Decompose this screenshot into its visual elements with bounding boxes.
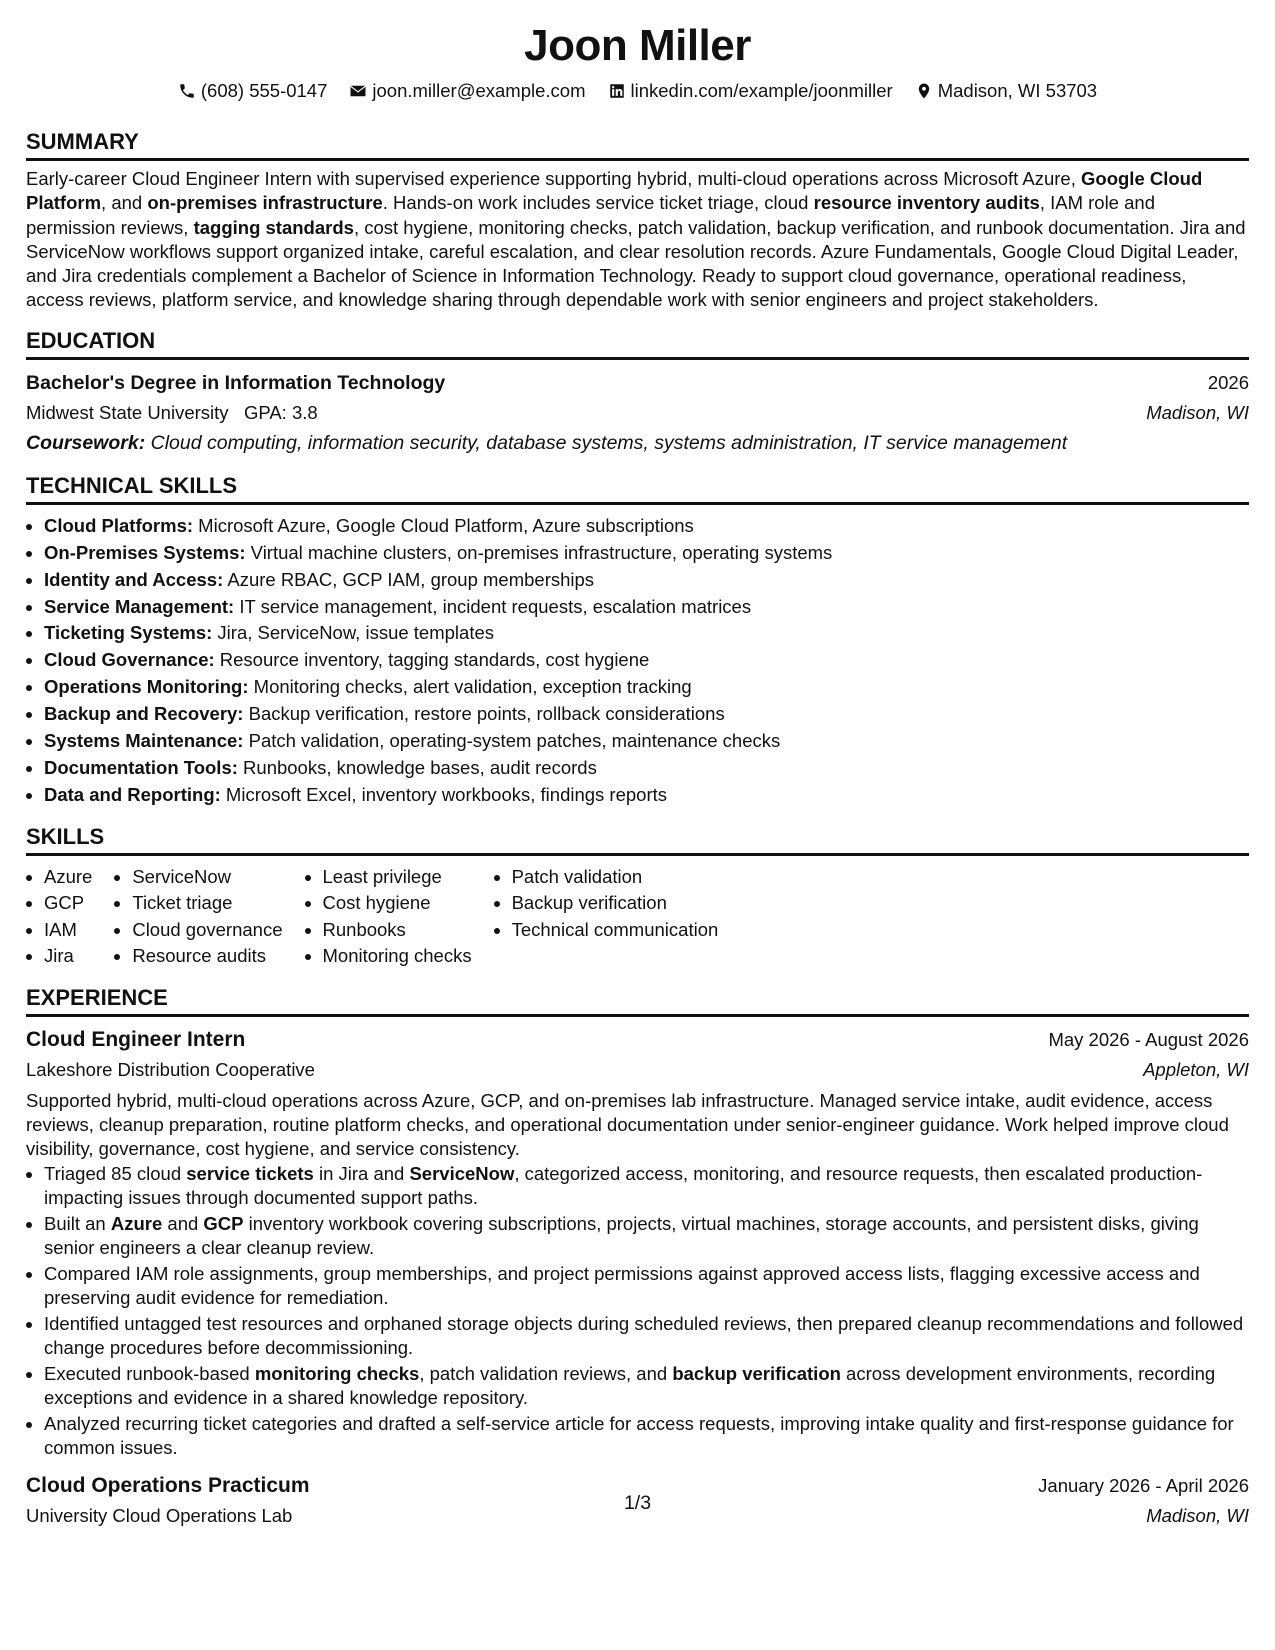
emphasis-text: service tickets — [186, 1162, 314, 1184]
linkedin-icon — [608, 82, 626, 100]
text-run: , categorized access, monitoring, and resource requests, then escalated production-impacting issues through documented support paths. — [44, 1162, 1203, 1208]
job-bullet — [44, 1312, 1249, 1361]
coursework-label: Coursework: — [26, 431, 146, 454]
skill-item: • Least privilege — [323, 864, 472, 891]
technical-skill-item — [44, 647, 1249, 674]
coursework — [26, 428, 1249, 458]
skill-category: Backup and Recovery: — [44, 703, 244, 725]
text-run: , patch validation reviews, and — [419, 1363, 673, 1385]
resume-page — [26, 18, 1249, 1531]
technical-skill-item — [44, 782, 1249, 809]
skills-column — [494, 864, 719, 970]
education-entry — [26, 368, 1249, 458]
envelope-icon — [349, 82, 367, 100]
skill-item: • Resource audits — [132, 943, 282, 970]
technical-skill-item — [44, 567, 1249, 594]
contact-email[interactable] — [349, 78, 585, 104]
skills-grid — [26, 864, 1249, 970]
job-bullet — [44, 1412, 1249, 1461]
skill-values: IT service management, incident requests, escalation matrices — [234, 595, 752, 617]
emphasis-text: tagging standards — [193, 216, 354, 238]
text-run: , IAM role and permission reviews, — [26, 192, 1155, 238]
job-bullet — [44, 1212, 1249, 1261]
contact-bar — [26, 78, 1249, 104]
contact-location — [915, 78, 1097, 104]
job-location: Madison, WI — [1146, 1504, 1249, 1526]
skill-item: • Backup verification — [512, 890, 719, 917]
skill-item: • GCP — [44, 890, 92, 917]
skill-category: On-Premises Systems: — [44, 541, 246, 563]
technical-skills-heading: TECHNICAL SKILLS — [26, 472, 1249, 505]
location-text: Madison, WI 53703 — [937, 80, 1098, 101]
emphasis-text: monitoring checks — [254, 1363, 420, 1385]
technical-skill-item — [44, 513, 1249, 540]
job-location: Appleton, WI — [1143, 1058, 1249, 1080]
text-run: , and — [101, 192, 148, 214]
skill-item: • Jira — [44, 943, 92, 970]
skill-category: Ticketing Systems: — [44, 622, 213, 644]
text-run: Executed runbook-based — [44, 1363, 255, 1385]
phone-icon — [178, 82, 196, 100]
emphasis-text: backup verification — [672, 1363, 841, 1385]
company-name: University Cloud Operations Lab — [26, 1504, 293, 1526]
emphasis-text: Azure — [110, 1212, 163, 1234]
summary-heading: SUMMARY — [26, 128, 1249, 161]
emphasis-text: ServiceNow — [409, 1162, 515, 1184]
technical-skill-item — [44, 755, 1249, 782]
degree: Bachelor's Degree in Information Technology — [26, 371, 446, 394]
skills-column — [26, 864, 92, 970]
skill-values: Monitoring checks, alert validation, exception tracking — [248, 676, 692, 698]
text-run: . Hands-on work includes service ticket triage, cloud — [382, 192, 814, 214]
skill-values: Runbooks, knowledge bases, audit records — [237, 756, 597, 778]
text-run: across development environments, recording exceptions and evidence in a shared knowledge repository. — [44, 1363, 1216, 1409]
text-run: in Jira and — [313, 1162, 410, 1184]
school-location: Madison, WI — [1146, 401, 1249, 423]
gpa: GPA: 3.8 — [243, 401, 318, 423]
email-text[interactable]: joon.miller@example.com — [372, 80, 586, 101]
candidate-name: Joon Miller — [524, 21, 751, 70]
skill-item: • Ticket triage — [132, 890, 282, 917]
technical-skill-item — [44, 540, 1249, 567]
technical-skill-item — [44, 701, 1249, 728]
skill-values: Microsoft Azure, Google Cloud Platform, Azure subscriptions — [193, 514, 694, 536]
technical-skill-item — [44, 594, 1249, 621]
skill-item: • ServiceNow — [132, 864, 282, 891]
text-run: Identified untagged test resources and orphaned storage objects during scheduled reviews, then prepared cleanup recommendations and followed change procedures before decommissioning. — [44, 1312, 1244, 1359]
skill-category: Cloud Platforms: — [44, 514, 194, 536]
job-title: Cloud Operations Practicum — [26, 1473, 310, 1497]
skill-item: • Cloud governance — [132, 917, 282, 944]
skill-values: Backup verification, restore points, rollback considerations — [243, 703, 725, 725]
coursework-list: Cloud computing, information security, database systems, systems administration, IT service management — [150, 431, 1068, 454]
contact-phone — [178, 78, 328, 104]
job-bullet — [44, 1162, 1249, 1211]
text-run: Early-career Cloud Engineer Intern with supervised experience supporting hybrid, multi-cloud operations across Microsoft Azure, — [26, 168, 1082, 189]
phone-text: (608) 555-0147 — [200, 80, 328, 101]
emphasis-text: on-premises infrastructure — [147, 192, 383, 214]
page-number: 1/3 — [623, 1492, 652, 1514]
skill-item: • Cost hygiene — [323, 890, 472, 917]
education-heading: EDUCATION — [26, 327, 1249, 360]
skill-item: • Monitoring checks — [323, 943, 472, 970]
skill-values: Patch validation, operating-system patches, maintenance checks — [243, 730, 781, 752]
skill-values: Jira, ServiceNow, issue templates — [212, 622, 494, 644]
skill-item: • Patch validation — [512, 864, 719, 891]
technical-skill-item — [44, 620, 1249, 647]
skill-values: Azure RBAC, GCP IAM, group memberships — [223, 568, 595, 590]
skills-column — [305, 864, 472, 970]
skill-item: • IAM — [44, 917, 92, 944]
text-run: inventory workbook covering subscriptions, projects, virtual machines, storage accounts, and persistent disks, giving senior engineers a clear cleanup review. — [44, 1212, 1199, 1259]
text-run: Triaged 85 cloud — [44, 1162, 187, 1184]
linkedin-text[interactable]: linkedin.com/example/joonmiller — [630, 80, 893, 101]
skill-category: Operations Monitoring: — [44, 676, 249, 698]
skill-item: • Azure — [44, 864, 92, 891]
job-entry — [26, 1025, 1249, 1085]
job-description: Supported hybrid, multi-cloud operations across Azure, GCP, and on-premises lab infrastructure. Managed service intake, audit evidence, access reviews, cleanup preparation, routine platform checks, and operational documentation under senior-engineer guidance. Work helped improve cloud visibility, governance, cost hygiene, and service consistency. — [26, 1089, 1229, 1160]
contact-linkedin[interactable] — [608, 78, 893, 104]
technical-skill-item — [44, 674, 1249, 701]
text-run: Analyzed recurring ticket categories and drafted a self-service article for access requests, improving intake quality and first-response guidance for common issues. — [44, 1413, 1234, 1459]
job-title: Cloud Engineer Intern — [26, 1027, 246, 1051]
job-dates: May 2026 - August 2026 — [1048, 1028, 1249, 1050]
technical-skills-list — [26, 513, 1249, 809]
text-run: Built an — [44, 1212, 111, 1234]
skill-item: • Runbooks — [323, 917, 472, 944]
emphasis-text: GCP — [203, 1212, 244, 1234]
emphasis-text: Google Cloud Platform — [26, 168, 1203, 214]
job-bullet — [44, 1362, 1249, 1411]
skill-category: Service Management: — [44, 595, 235, 617]
skill-category: Systems Maintenance: — [44, 730, 244, 752]
emphasis-text: resource inventory audits — [813, 192, 1040, 214]
experience-heading: EXPERIENCE — [26, 984, 1249, 1017]
graduation-year: 2026 — [1207, 371, 1249, 393]
skill-category: Identity and Access: — [44, 568, 224, 590]
skill-values: Resource inventory, tagging standards, cost hygiene — [214, 649, 650, 671]
map-marker-icon — [915, 82, 933, 100]
skill-values: Virtual machine clusters, on-premises infrastructure, operating systems — [245, 541, 833, 563]
skill-item: • Technical communication — [512, 917, 719, 944]
school-name: Midwest State University — [26, 401, 229, 423]
job-dates: January 2026 - April 2026 — [1038, 1474, 1249, 1496]
company-name: Lakeshore Distribution Cooperative — [26, 1058, 315, 1080]
skills-heading: SKILLS — [26, 823, 1249, 856]
summary-text — [26, 167, 1249, 313]
job-bullets — [26, 1162, 1249, 1461]
skill-category: Cloud Governance: — [44, 649, 215, 671]
text-run: and — [162, 1212, 204, 1234]
skill-values: Microsoft Excel, inventory workbooks, findings reports — [220, 783, 668, 805]
skill-category: Documentation Tools: — [44, 756, 238, 778]
skills-column — [114, 864, 282, 970]
job-bullet — [44, 1262, 1249, 1311]
text-run: , cost hygiene, monitoring checks, patch validation, backup verification, and runbook documentation. Jira and ServiceNow workflows support organized intake, careful escalation, and clear resolution records. Azure Fundamentals, Google Cloud Digital Leader, and Jira credentials complement a Bachelor of Science in Information Technology. Ready to support cloud governance, operational readiness, access reviews, platform service, and knowledge sharing through dependable work with senior engineers and project stakeholders. — [26, 216, 1246, 311]
technical-skill-item — [44, 728, 1249, 755]
text-run: Compared IAM role assignments, group memberships, and project permissions against approved access lists, flagging excessive access and preserving audit evidence for remediation. — [44, 1262, 1200, 1309]
skill-category: Data and Reporting: — [44, 783, 221, 805]
